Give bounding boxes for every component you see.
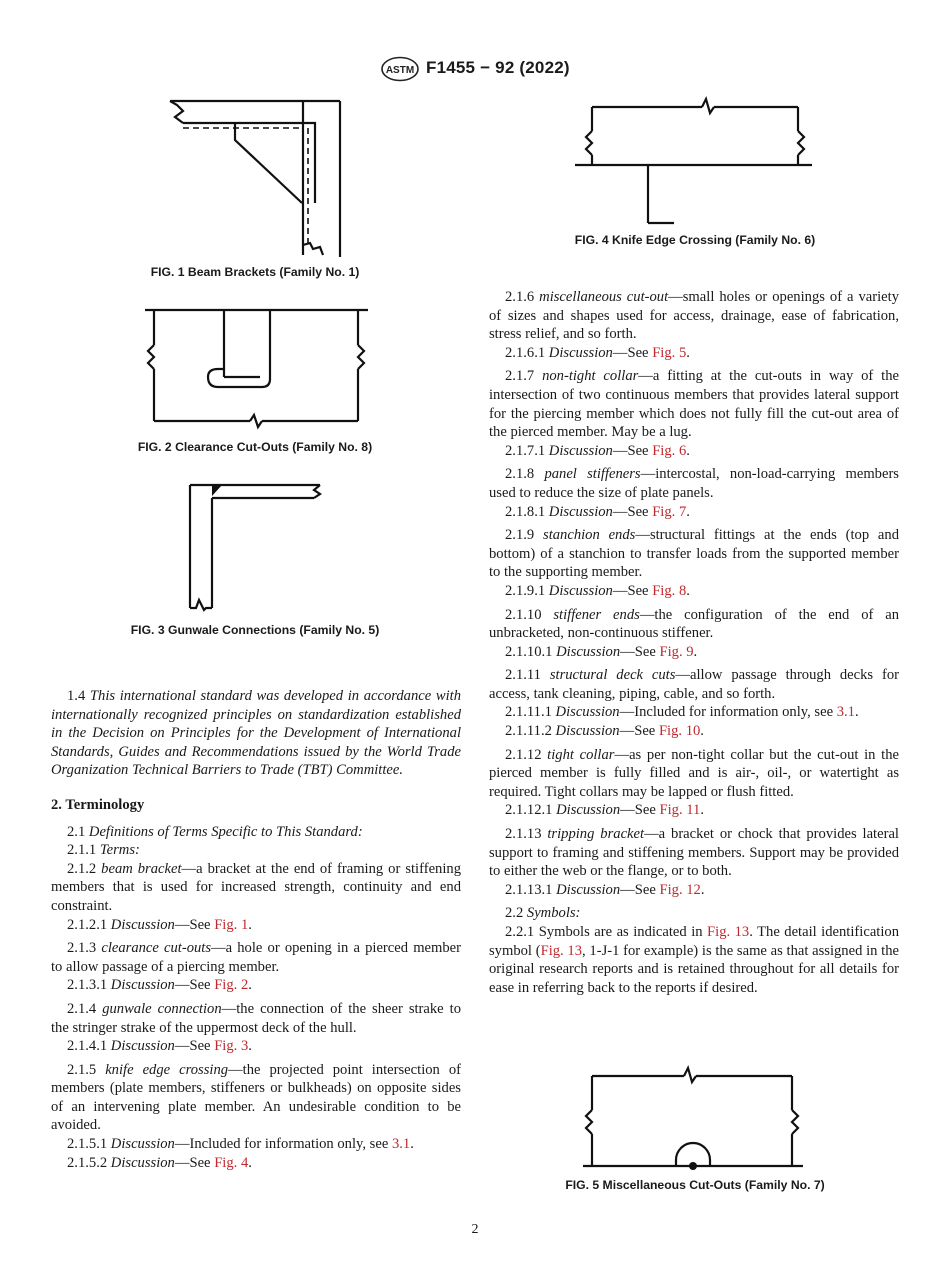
svg-text:ASTM: ASTM (385, 65, 415, 76)
paragraph-2-1-9: 2.1.9 stanchion ends—structural fittings at the ends (top and bottom) of a stanchion to transfer loads from the supported member to the supporting member. (489, 527, 900, 581)
paragraph-2-1-11-2: 2.1.11.2 Discussion—See Fig. 10. (505, 723, 704, 740)
paragraph-2-1-12: 2.1.12 tight collar—as per non-tight collar but the cut-out in the pierced member is fully filled and is air-, oil-, or watertight as required. Tight collars may be lapped or flush fitted. (489, 746, 899, 800)
paragraph-2-2: 2.2 Symbols: (505, 905, 581, 922)
fig-11-link[interactable]: Fig. 11 (659, 802, 701, 819)
figure-2-caption: FIG. 2 Clearance Cut-Outs (Family No. 8) (137, 440, 373, 454)
fig-13-link[interactable]: Fig. 13 (540, 942, 583, 959)
figure-1-drawing (165, 95, 350, 260)
fig-8-link[interactable]: Fig. 8 (652, 582, 687, 599)
section-3-1-link[interactable]: 3.1 (836, 704, 855, 721)
paragraph-2-1-11-1: 2.1.11.1 Discussion—Included for information only, see 3.1. (505, 704, 859, 721)
fig-6-link[interactable]: Fig. 6 (652, 442, 687, 459)
paragraph-2-1-3: 2.1.3 clearance cut-outs—a hole or opening in a pierced member to allow passage of a piercing member. (51, 940, 462, 975)
figure-3-caption: FIG. 3 Gunwale Connections (Family No. 5) (130, 623, 380, 637)
fig-3-link[interactable]: Fig. 3 (214, 1038, 249, 1055)
paragraph-2-1-6: 2.1.6 miscellaneous cut-out—small holes or openings of a variety of sizes and shapes used for access, drainage, ease of fabrication, stress relief, and so forth. (489, 289, 899, 343)
paragraph-2-1-5: 2.1.5 knife edge crossing—the projected point intersection of members (plate members, stiffeners or bulkheads) on opposite sides of an intervening plate member. An undesirable condition to be avoided. (51, 1061, 462, 1134)
astm-logo (380, 56, 420, 82)
figure-4-drawing (570, 95, 820, 230)
section-3-1-link[interactable]: 3.1 (391, 1136, 411, 1153)
paragraph-2-1-2-1: 2.1.2.1 Discussion—See Fig. 1. (67, 916, 252, 933)
paragraph-2-1-10: 2.1.10 stiffener ends—the configuration of the end of an unbracketed, non-continuous stiffener. (489, 606, 900, 642)
paragraph-2-1-2: 2.1.2 beam bracket—a bracket at the end of framing or stiffening members that is used for increased strength, continuity and end constraint. (51, 860, 461, 914)
figure-1-caption: FIG. 1 Beam Brackets (Family No. 1) (150, 265, 360, 279)
figure-4-caption: FIG. 4 Knife Edge Crossing (Family No. 6) (574, 233, 816, 247)
paragraph-2-1-8: 2.1.8 panel stiffeners—intercostal, non-load-carrying members used to reduce the size of plate panels. (489, 466, 899, 501)
fig-5-link[interactable]: Fig. 5 (652, 344, 687, 361)
fig-9-link[interactable]: Fig. 9 (659, 643, 694, 660)
paragraph-2-1-13-1: 2.1.13.1 Discussion—See Fig. 12. (505, 881, 705, 898)
right-text-column (489, 288, 899, 997)
fig-2-link[interactable]: Fig. 2 (214, 977, 249, 994)
left-text-column (51, 687, 461, 1172)
paragraph-2-1-6-1: 2.1.6.1 Discussion—See Fig. 5. (505, 344, 690, 361)
paragraph-2-1-3-1: 2.1.3.1 Discussion—See Fig. 2. (67, 977, 252, 994)
paragraph-2-1-4-1: 2.1.4.1 Discussion—See Fig. 3. (67, 1038, 252, 1055)
paragraph-2-1-9-1: 2.1.9.1 Discussion—See Fig. 8. (505, 582, 690, 599)
page-number: 2 (471, 1222, 479, 1237)
figure-5-caption: FIG. 5 Miscellaneous Cut-Outs (Family No. 7) (565, 1178, 825, 1192)
paragraph-2-1-8-1: 2.1.8.1 Discussion—See Fig. 7. (505, 503, 690, 520)
paragraph-2-1-7-1: 2.1.7.1 Discussion—See Fig. 6. (505, 442, 690, 459)
fig-12-link[interactable]: Fig. 12 (659, 881, 701, 898)
paragraph-2-1-12-1: 2.1.12.1 Discussion—See Fig. 11. (505, 802, 704, 819)
fig-7-link[interactable]: Fig. 7 (652, 503, 687, 520)
paragraph-1-4: 1.4 This international standard was developed in accordance with internationally recognized principles on standardization established in the Decision on Principles for the Development of International Standards, Guides and Recommendations issued by the World Trade Organization Technical Barriers to Trade (TBT) Committee. (51, 688, 462, 779)
fig-13-link[interactable]: Fig. 13 (707, 924, 750, 940)
fig-10-link[interactable]: Fig. 10 (658, 723, 701, 740)
paragraph-2-1-11: 2.1.11 structural deck cuts—allow passage through decks for access, tank cleaning, piping, cable, and so forth. (489, 667, 899, 702)
paragraph-2-1-4: 2.1.4 gunwale connection—the connection of the sheer strake to the stringer strake of the uppermost deck of the hull. (51, 1000, 461, 1036)
document-id: F1455 − 92 (2022) (426, 58, 570, 77)
paragraph-2-1-10-1: 2.1.10.1 Discussion—See Fig. 9. (505, 643, 698, 660)
paragraph-2-1-5-2: 2.1.5.2 Discussion—See Fig. 4. (67, 1154, 252, 1171)
paragraph-2-1-5-1: 2.1.5.1 Discussion—Included for information only, see 3.1. (67, 1136, 414, 1153)
fig-1-link[interactable]: Fig. 1 (214, 916, 249, 933)
paragraph-2-1-7: 2.1.7 non-tight collar—a fitting at the cut-outs in way of the intersection of two continuous members that provides lateral support for the piercing member which does not fully fill the cut-out area of the pierced member. May be a lug. (489, 368, 899, 441)
paragraph-2-2-1: 2.2.1 Symbols are as indicated in Fig. 13. The detail identification symbol (Fig. 13, 1-J-1 for example) is the same as that assigned in the original research reports and is retained throughout for all details for ease in referring back to the reports if desired. (489, 924, 900, 996)
paragraph-2-1: 2.1 Definitions of Terms Specific to This Standard: (67, 823, 363, 840)
figure-5-drawing (578, 1062, 808, 1174)
fig-4-link[interactable]: Fig. 4 (214, 1154, 249, 1171)
paragraph-2-1-1: 2.1.1 Terms: (67, 842, 140, 859)
paragraph-2-1-13: 2.1.13 tripping bracket—a bracket or chock that provides lateral support to framing and stiffening members. Support may be provided to either the web or the flange, or to both. (489, 826, 899, 880)
figure-3-drawing (180, 480, 330, 615)
figure-2-drawing (140, 305, 375, 435)
section-heading-terminology: 2. Terminology (51, 796, 145, 813)
